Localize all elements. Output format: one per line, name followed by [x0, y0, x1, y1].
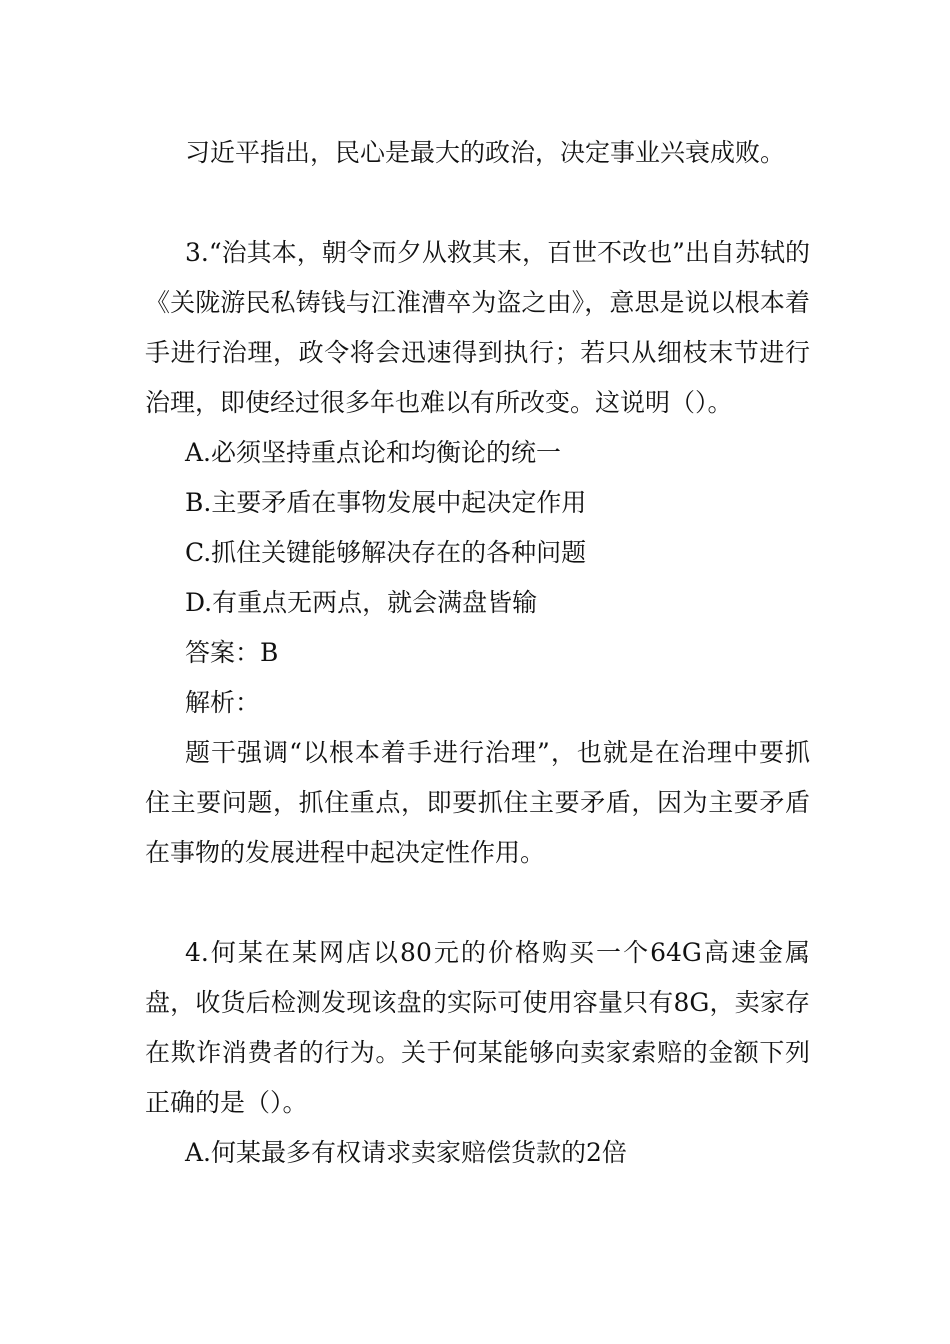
question-3-option-d: D.有重点无两点，就会满盘皆输: [185, 588, 538, 617]
question-3-option-c: C.抓住关键能够解决存在的各种问题: [185, 538, 587, 567]
paragraph-spacer: [145, 178, 810, 228]
document-body: [145, 128, 810, 1178]
question-3-option-b: B.主要矛盾在事物发展中起决定作用: [185, 488, 587, 517]
question-3: [145, 228, 810, 878]
question-3-stem: 3.“治其本，朝令而夕从救其末，百世不改也”出自苏轼的《关陇游民私铸钱与江淮漕卒为盗之由》，意思是说以根本着手进行治理，政令将会迅速得到执行；若只从细枝末节进行治理，即使经过很多年也难以有所改变。这说明（）。: [145, 238, 810, 417]
question-4-option-a: A.何某最多有权请求卖家赔偿货款的2倍: [185, 1138, 627, 1167]
question-4-stem: 4.何某在某网店以80元的价格购买一个64G高速金属盘，收货后检测发现该盘的实际可使用容量只有8G，卖家存在欺诈消费者的行为。关于何某能够向卖家索赔的金额下列正确的是（）。: [145, 938, 810, 1117]
question-4: [145, 928, 810, 1178]
question-3-option-a: A.必须坚持重点论和均衡论的统一: [185, 438, 562, 467]
intro-paragraph: 习近平指出，民心是最大的政治，决定事业兴衰成败。: [185, 138, 786, 167]
question-3-analysis: 题干强调“以根本着手进行治理”，也就是在治理中要抓住主要问题，抓住重点，即要抓住主要矛盾，因为主要矛盾在事物的发展进程中起决定性作用。: [145, 738, 810, 867]
question-3-answer: 答案：B: [185, 638, 279, 667]
paragraph-spacer: [145, 878, 810, 928]
question-3-analysis-label: 解析：: [185, 688, 261, 717]
